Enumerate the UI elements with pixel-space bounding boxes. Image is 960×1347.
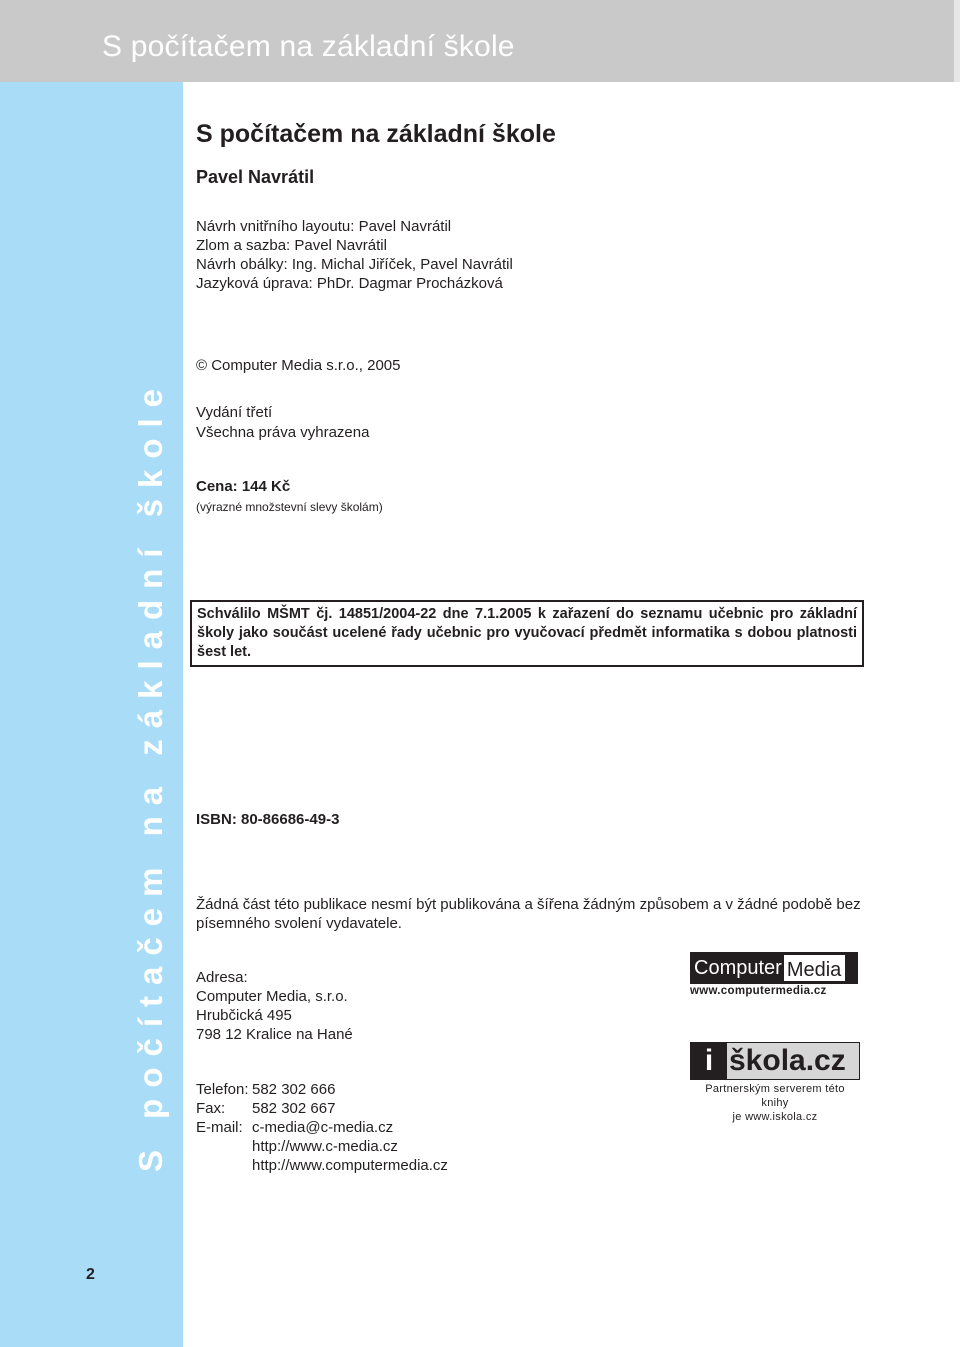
contact-row — [196, 1156, 448, 1175]
credit-line: Zlom a sazba: Pavel Navrátil — [196, 237, 387, 254]
contact-row — [196, 1118, 448, 1137]
copyright-notice: Žádná část této publikace nesmí být publikována a šířena žádným způsobem a v žádné podobě bez písemného svolení vydavatele. — [196, 896, 861, 932]
page-number: 2 — [86, 1266, 95, 1283]
header-bar — [0, 0, 960, 82]
iskola-logo — [690, 1042, 860, 1124]
computer-media-logo — [690, 952, 858, 997]
header-title: S počítačem na základní škole — [102, 30, 515, 63]
computer-media-logo-box — [690, 952, 858, 984]
credit-line: Návrh vnitřního layoutu: Pavel Navrátil — [196, 218, 452, 235]
isbn: ISBN: 80-86686-49-3 — [196, 811, 340, 828]
partner-line: je www.iskola.cz — [732, 1111, 818, 1123]
book-title: S počítačem na základní škole — [196, 120, 556, 148]
contact-label — [196, 1137, 252, 1156]
contact-label — [196, 1156, 252, 1175]
email-value: c-media@c-media.cz — [252, 1119, 394, 1136]
logo-text-skola: škola.cz — [727, 1043, 859, 1079]
iskola-logo-box — [690, 1042, 860, 1080]
contact-row — [196, 1080, 448, 1099]
credit-line: Návrh obálky: Ing. Michal Jiříček, Pavel Navrátil — [196, 256, 513, 273]
edition-line: Vydání třetí — [196, 404, 273, 421]
address-line: 798 12 Kralice na Hané — [196, 1026, 353, 1043]
contact-row — [196, 1137, 448, 1156]
website-value: http://www.c-media.cz — [252, 1138, 398, 1155]
iskola-partner-text — [690, 1082, 860, 1124]
author-name: Pavel Navrátil — [196, 167, 315, 187]
rights-line: Všechna práva vyhrazena — [196, 424, 370, 441]
phone-value: 582 302 666 — [252, 1081, 336, 1098]
copyright-line: © Computer Media s.r.o., 2005 — [196, 357, 401, 374]
edition-block — [196, 403, 369, 443]
partner-line: Partnerským serverem této knihy — [705, 1083, 845, 1109]
address-line: Computer Media, s.r.o. — [196, 988, 348, 1005]
credit-line: Jazyková úprava: PhDr. Dagmar Procházková — [196, 275, 503, 292]
computer-media-url: www.computermedia.cz — [690, 985, 827, 997]
address-block — [196, 968, 353, 1044]
contact-label: Fax: — [196, 1100, 226, 1117]
sidebar — [0, 82, 183, 1347]
address-line: Hrubčická 495 — [196, 1007, 292, 1024]
approval-box: Schválilo MŠMT čj. 14851/2004-22 dne 7.1.2005 k zařazení do seznamu učebnic pro základní školy jako součást ucelené řady učebnic pro vyučovací předmět informatika s dobou platnosti šest let. — [190, 600, 864, 667]
price: Cena: 144 Kč — [196, 478, 291, 495]
logo-text-computer: Computer — [694, 957, 782, 979]
price-note: (výrazné množstevní slevy školám) — [196, 500, 383, 514]
header-edge — [954, 0, 960, 82]
contact-label: Telefon: — [196, 1081, 249, 1098]
fax-value: 582 302 667 — [252, 1100, 336, 1117]
sidebar-vertical-title: S počítačem na základní škole — [132, 377, 169, 1172]
address-label: Adresa: — [196, 969, 248, 986]
credits-block — [196, 217, 513, 293]
website-value: http://www.computermedia.cz — [252, 1157, 448, 1174]
contacts-block — [196, 1080, 448, 1175]
contact-label: E-mail: — [196, 1119, 243, 1136]
logo-text-i: i — [691, 1043, 727, 1079]
contact-row — [196, 1099, 448, 1118]
logo-text-media: Media — [784, 955, 845, 981]
